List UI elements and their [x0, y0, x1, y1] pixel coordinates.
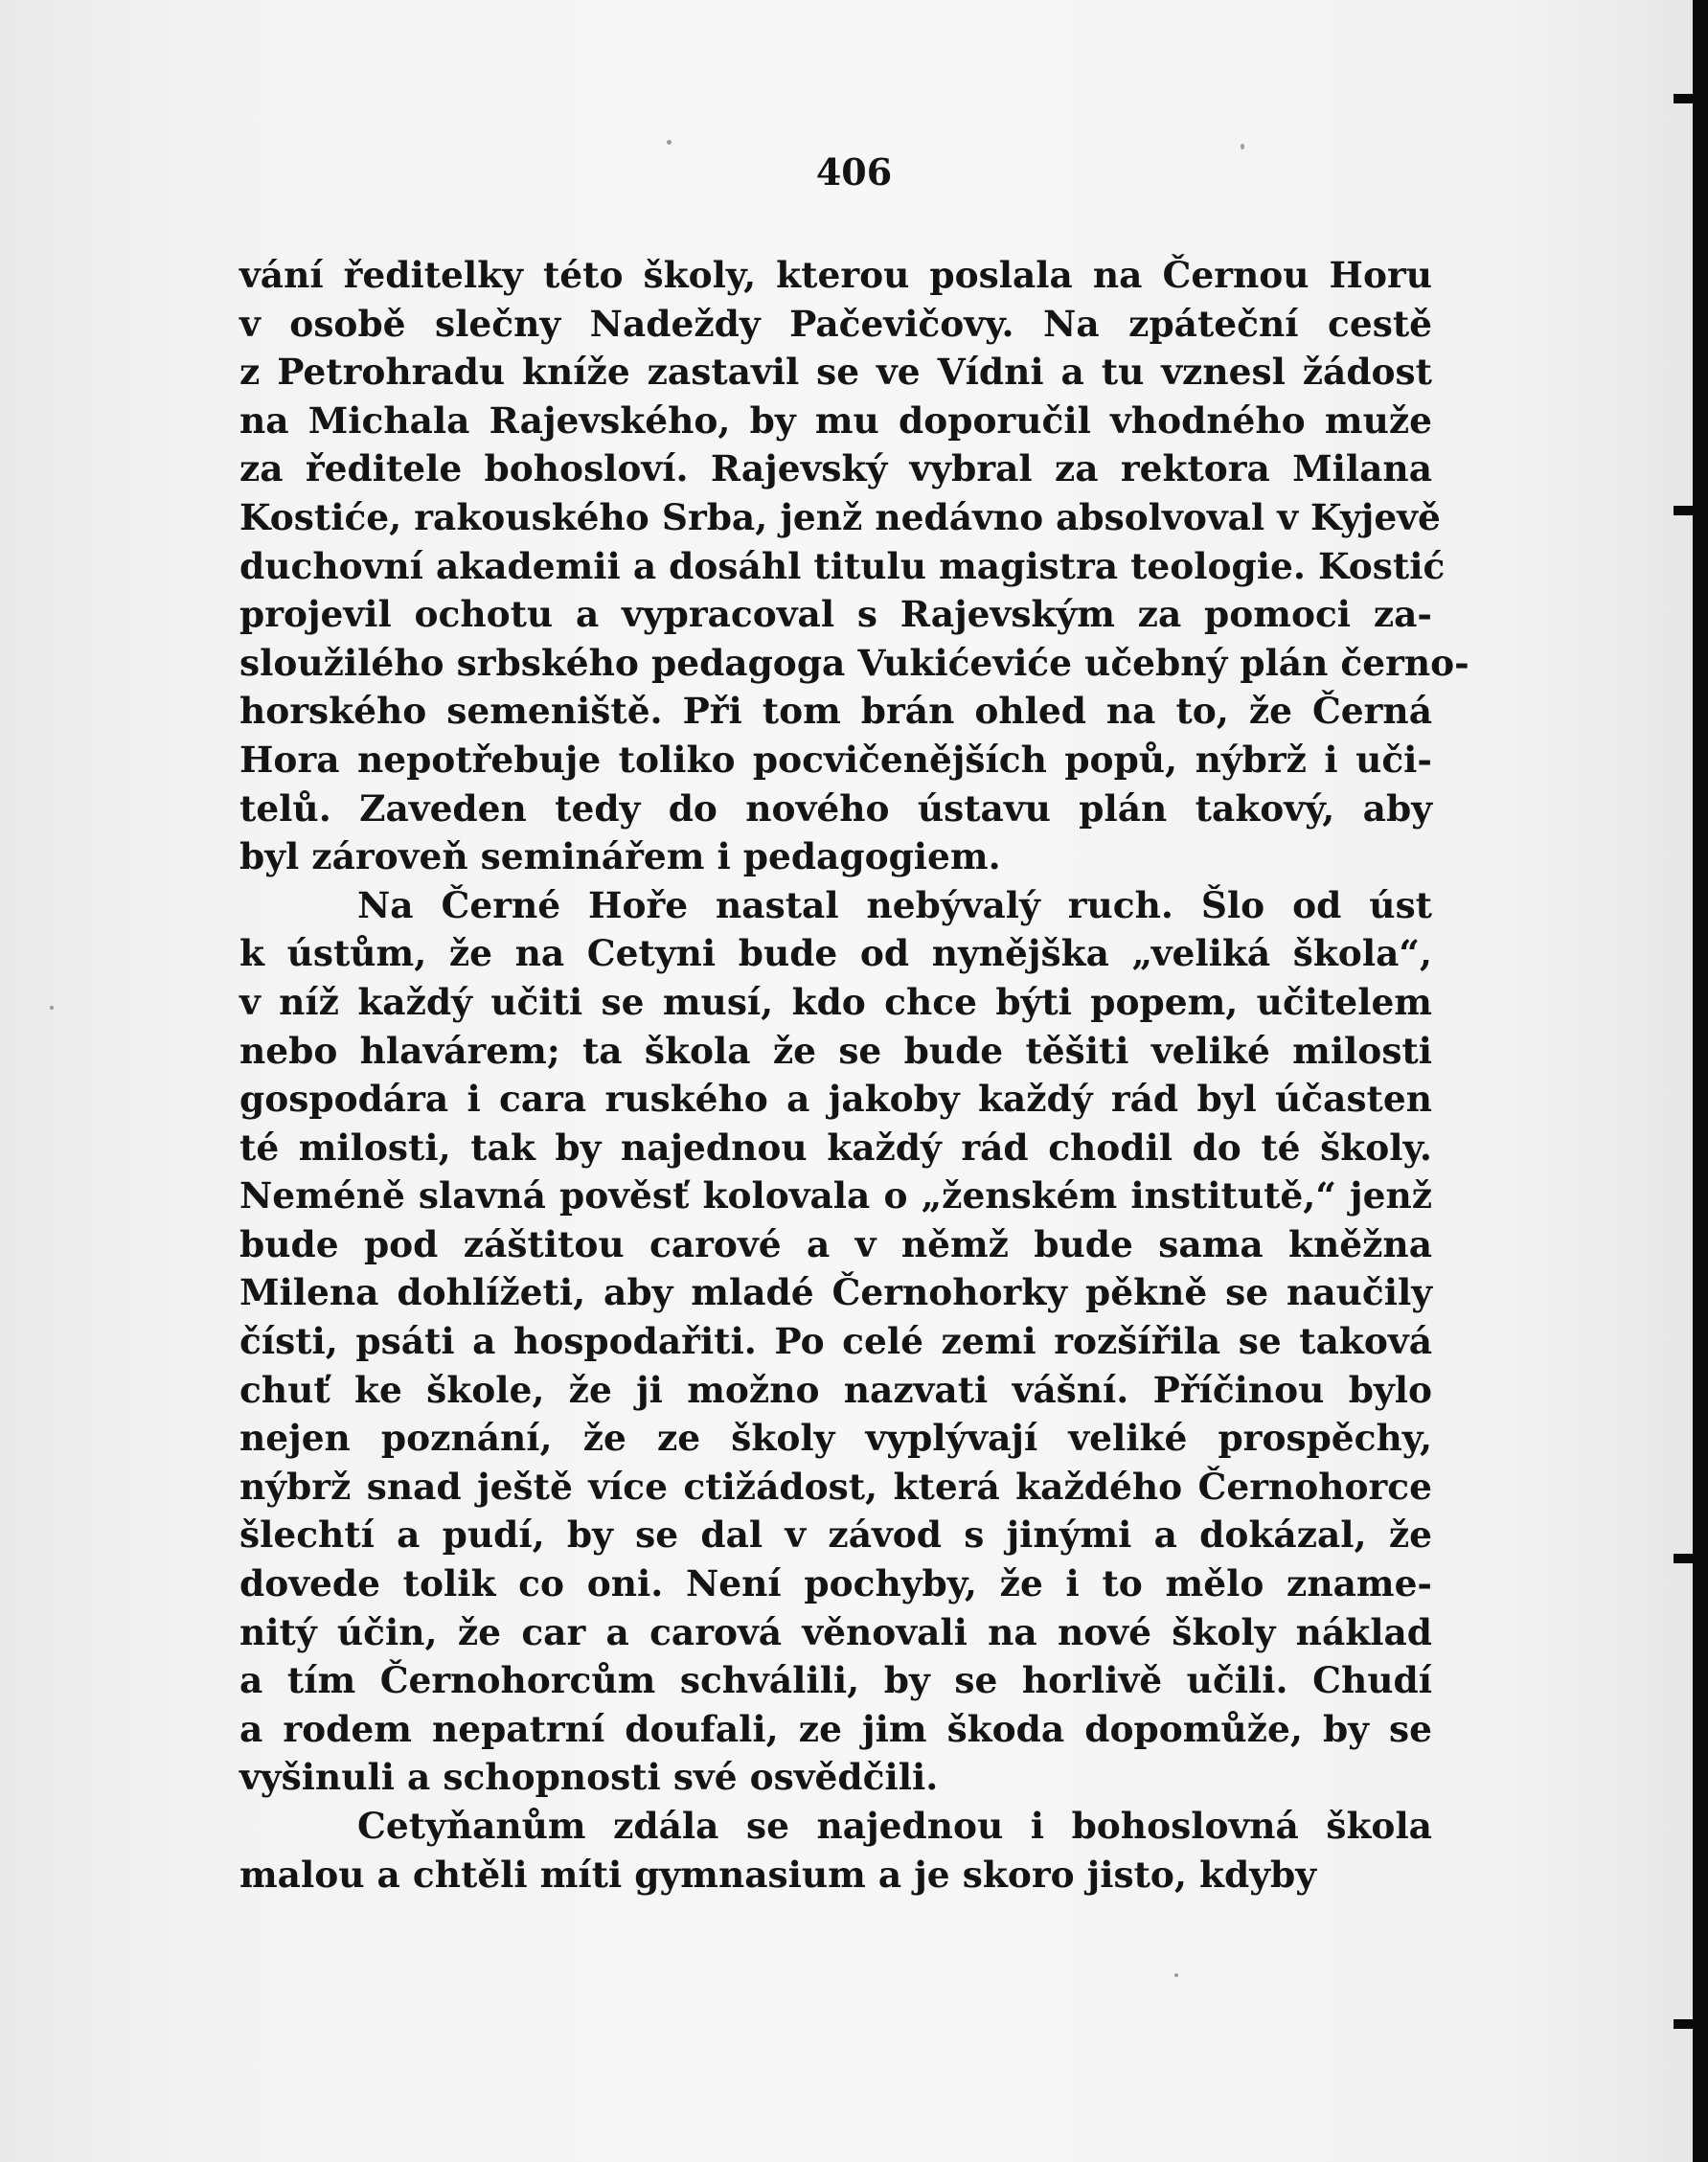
page-number: 406	[815, 150, 893, 193]
scan-edge-mark	[1674, 94, 1698, 103]
text-line: byl zároveň seminářem i pedagogiem.	[239, 835, 1001, 878]
paragraph	[239, 881, 1432, 1802]
scan-edge-mark	[1674, 1554, 1698, 1563]
text-line: a rodem nepatrní doufali, ze jim škoda dopomůže, by se	[239, 1707, 1432, 1750]
text-line: v osobě slečny Nadeždy Pačevičovy. Na zpáteční cestě	[239, 302, 1432, 345]
text-line: v níž každý učiti se musí, kdo chce býti popem, učitelem	[239, 980, 1432, 1023]
text-line: na Michala Rajevského, by mu doporučil vhodného muže	[239, 398, 1432, 442]
text-line: čísti, psáti a hospodařiti. Po celé zemi rozšířila se taková	[239, 1320, 1432, 1363]
text-line: Cetyňanům zdála se najednou i bohoslovná škola	[357, 1805, 1432, 1847]
text-line: nebo hlavárem; ta škola že se bude těšiti veliké milosti	[239, 1029, 1432, 1072]
dust-speck	[667, 140, 672, 145]
text-line: k ústům, že na Cetyni bude od nynějška „veliká škola“,	[239, 932, 1432, 975]
text-line: Na Černé Hoře nastal nebývalý ruch. Šlo od úst	[357, 883, 1432, 926]
text-line: Hora nepotřebuje toliko pocvičenějších popů, nýbrž i uči-	[239, 738, 1432, 781]
text-line: bude pod záštitou carové a v němž bude sama kněžna	[239, 1222, 1432, 1265]
text-line: sloužilého srbského pedagoga Vukićeviće učebný plán černo-	[239, 641, 1469, 684]
dust-speck	[50, 1006, 54, 1010]
text-line: vání ředitelky této školy, kterou poslala na Černou Horu	[239, 254, 1432, 296]
text-line: chuť ke škole, že ji možno nazvati vášní. Příčinou bylo	[239, 1368, 1432, 1411]
text-line: nitý účin, že car a carová věnovali na nové školy náklad	[239, 1610, 1432, 1653]
dust-speck	[1174, 1973, 1178, 1977]
text-line: Kostiće, rakouského Srba, jenž nedávno absolvoval v Kyjevě	[239, 495, 1441, 538]
text-line: horského semeniště. Při tom brán ohled na to, že Černá	[239, 690, 1432, 733]
text-line: nejen poznání, že ze školy vyplývají veliké prospěchy,	[239, 1417, 1432, 1460]
body-text	[239, 251, 1469, 1899]
paragraph	[239, 1802, 1432, 1899]
text-line: vyšinuli a schopnosti své osvědčili.	[239, 1756, 939, 1799]
text-line: nýbrž snad ještě více ctižádost, která každého Černohorce	[239, 1465, 1432, 1508]
text-line: telů. Zaveden tedy do nového ústavu plán takový, aby	[239, 786, 1432, 830]
text-line: za ředitele bohosloví. Rajevský vybral za rektora Milana	[239, 447, 1432, 490]
text-line: malou a chtěli míti gymnasium a je skoro jisto, kdyby	[239, 1853, 1317, 1896]
text-line: a tím Černohorcům schválili, by se horlivě učili. Chudí	[239, 1659, 1432, 1702]
paragraph	[239, 251, 1469, 881]
text-line: dovede tolik co oni. Není pochyby, že i to mělo zname-	[239, 1562, 1432, 1605]
text-line: projevil ochotu a vypracoval s Rajevským za pomoci za-	[239, 593, 1432, 636]
scan-edge-mark	[1674, 506, 1698, 515]
text-line: z Petrohradu kníže zastavil se ve Vídni a tu vznesl žádost	[239, 351, 1432, 394]
text-line: Milena dohlížeti, aby mladé Černohorky pěkně se naučily	[239, 1271, 1432, 1314]
text-line: duchovní akademii a dosáhl titulu magistra teologie. Kostić	[239, 544, 1446, 587]
text-line: té milosti, tak by najednou každý rád chodil do té školy.	[239, 1126, 1432, 1169]
text-line: gospodára i cara ruského a jakoby každý rád byl účasten	[239, 1078, 1432, 1121]
dust-speck	[1241, 144, 1244, 149]
text-line: šlechtí a pudí, by se dal v závod s jinými a dokázal, že	[239, 1513, 1432, 1557]
scan-edge-mark	[1674, 2019, 1698, 2029]
text-line: Neméně slavná pověsť kolovala o „ženském institutě,“ jenž	[239, 1174, 1432, 1218]
scan-edge-shadow	[1693, 0, 1708, 2162]
